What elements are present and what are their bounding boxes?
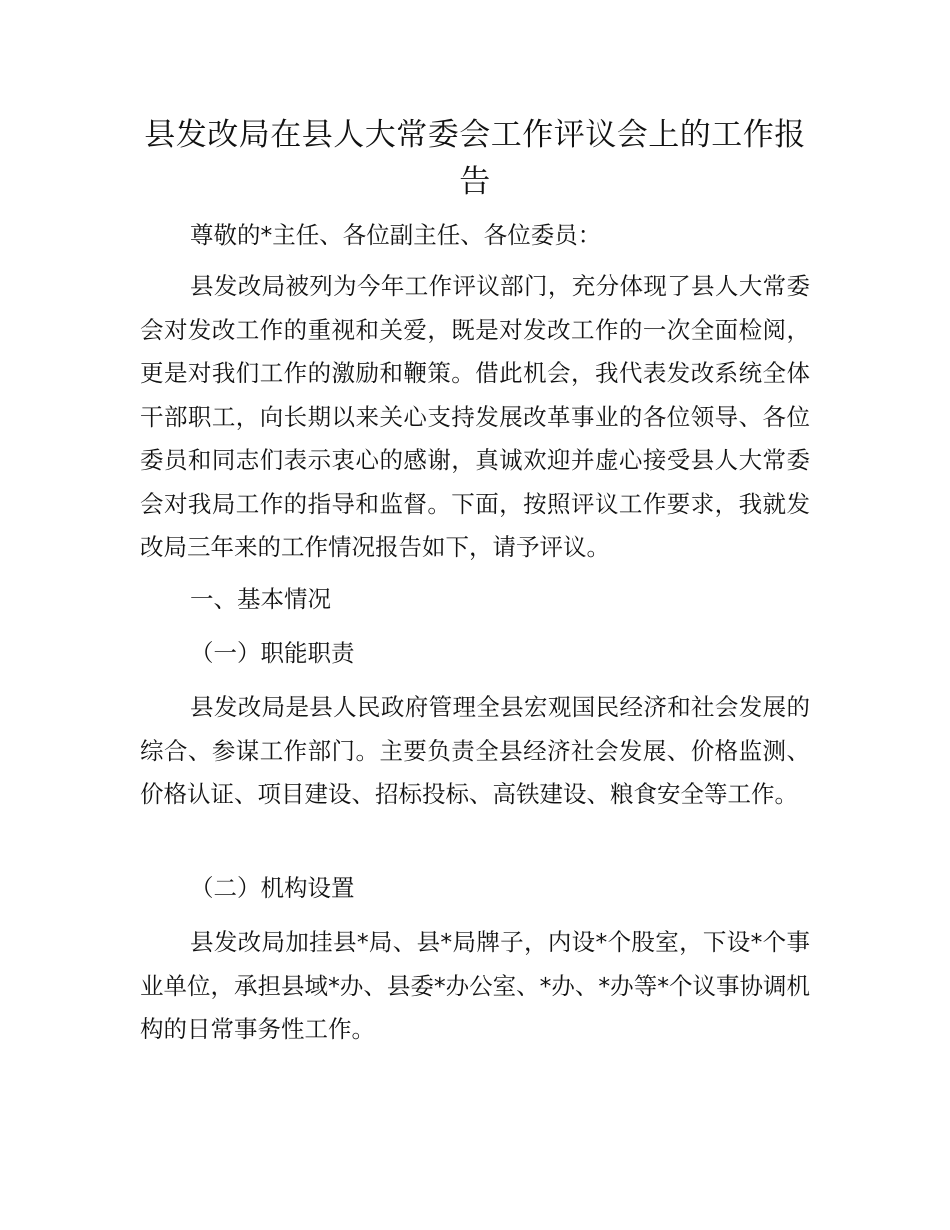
document-title: 县发改局在县人大常委会工作评议会上的工作报告 <box>144 117 806 200</box>
functions-paragraph: 县发改局是县人民政府管理全县宏观国民经济和社会发展的综合、参谋工作部门。主要负责全县经济社会发展、价格监测、价格认证、项目建设、招标投标、高铁建设、粮食安全等工作。 <box>140 693 810 808</box>
greeting-line: 尊敬的*主任、各位副主任、各位委员： <box>190 221 602 249</box>
section-heading-basic-situation: 一、基本情况 <box>190 585 331 613</box>
subsection-heading-functions: （一）职能职责 <box>190 639 355 667</box>
organization-paragraph: 县发改局加挂县*局、县*局牌子，内设*个股室，下设*个事业单位，承担县域*办、县委*办公室、*办、*办等*个议事协调机构的日常事务性工作。 <box>140 928 810 1043</box>
subsection-heading-organization: （二）机构设置 <box>190 874 355 902</box>
intro-paragraph: 县发改局被列为今年工作评议部门，充分体现了县人大常委会对发改工作的重视和关爱，既是对发改工作的一次全面检阅，更是对我们工作的激励和鞭策。借此机会，我代表发改系统全体干部职工，向长期以来关心支持发展改革事业的各位领导、各位委员和同志们表示衷心的感谢，真诚欢迎并虚心接受县人大常委会对我局工作的指导和监督。下面，按照评议工作要求，我就发改局三年来的工作情况报告如下，请予评议。 <box>140 272 810 561</box>
